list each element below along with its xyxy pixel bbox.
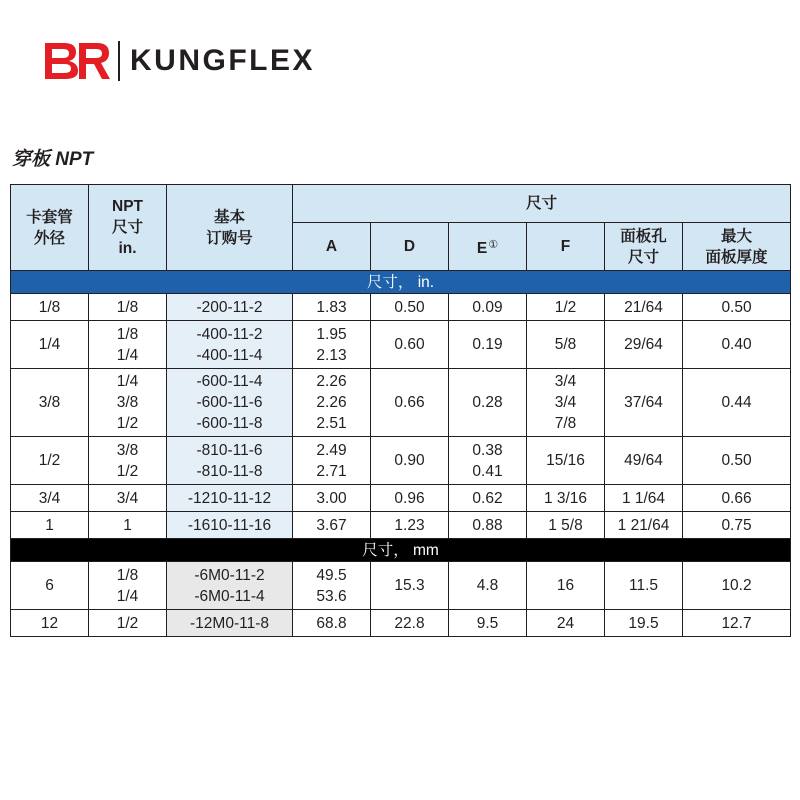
dim-a-cell: 3.00 (293, 485, 371, 512)
dim-a-cell: 2.49 2.71 (293, 437, 371, 485)
dim-f-cell: 3/4 3/4 7/8 (527, 369, 605, 437)
dim-d-cell: 0.96 (371, 485, 449, 512)
part-number-cell: -12M0-11-8 (167, 610, 293, 637)
tube-od-cell: 6 (11, 562, 89, 610)
tube-od-cell: 1 (11, 512, 89, 539)
dim-e-cell: 0.28 (449, 369, 527, 437)
table-row (11, 610, 791, 637)
header-a: A (293, 223, 371, 271)
dim-f-cell: 24 (527, 610, 605, 637)
max-panel-cell: 0.66 (683, 485, 791, 512)
panel-hole-cell: 49/64 (605, 437, 683, 485)
brand-logo (42, 40, 315, 82)
dim-d-cell: 22.8 (371, 610, 449, 637)
part-number-cell: -1210-11-12 (167, 485, 293, 512)
npt-size-cell: 1/8 (89, 294, 167, 321)
dim-f-cell: 16 (527, 562, 605, 610)
table-row (11, 512, 791, 539)
header-d: D (371, 223, 449, 271)
panel-hole-cell: 19.5 (605, 610, 683, 637)
header-e-label: E (476, 239, 488, 257)
tube-od-cell: 1/4 (11, 321, 89, 369)
header-panel-hole: 面板孔 尺寸 (605, 223, 683, 271)
tube-od-cell: 12 (11, 610, 89, 637)
dim-d-cell: 0.60 (371, 321, 449, 369)
dim-e-cell: 0.09 (449, 294, 527, 321)
npt-size-cell: 3/4 (89, 485, 167, 512)
panel-hole-cell: 29/64 (605, 321, 683, 369)
dim-a-cell: 68.8 (293, 610, 371, 637)
part-number-cell: -1610-11-16 (167, 512, 293, 539)
dim-e-cell: 0.62 (449, 485, 527, 512)
panel-hole-cell: 1 21/64 (605, 512, 683, 539)
dim-e-cell: 9.5 (449, 610, 527, 637)
header-part-no: 基本 订购号 (167, 185, 293, 271)
band-inch: 尺寸， in. (11, 271, 791, 294)
part-number-cell: -400-11-2 -400-11-4 (167, 321, 293, 369)
header-dimensions: 尺寸 (293, 185, 791, 223)
dim-d-cell: 0.90 (371, 437, 449, 485)
header-e (449, 223, 527, 271)
dim-f-cell: 15/16 (527, 437, 605, 485)
max-panel-cell: 0.75 (683, 512, 791, 539)
npt-size-cell: 1/4 3/8 1/2 (89, 369, 167, 437)
max-panel-cell: 12.7 (683, 610, 791, 637)
dim-f-cell: 1 3/16 (527, 485, 605, 512)
brand-name: KUNGFLEX (130, 44, 315, 77)
dim-d-cell: 0.50 (371, 294, 449, 321)
table-row (11, 485, 791, 512)
dim-a-cell: 1.95 2.13 (293, 321, 371, 369)
dim-f-cell: 1 5/8 (527, 512, 605, 539)
logo-divider (118, 41, 120, 81)
npt-size-cell: 1/8 1/4 (89, 562, 167, 610)
panel-hole-cell: 37/64 (605, 369, 683, 437)
dim-a-cell: 1.83 (293, 294, 371, 321)
max-panel-cell: 0.50 (683, 294, 791, 321)
spec-table (10, 184, 791, 637)
br-logo-icon (42, 40, 112, 82)
header-f: F (527, 223, 605, 271)
header-npt-size: NPT 尺寸 in. (89, 185, 167, 271)
npt-size-cell: 1/2 (89, 610, 167, 637)
part-number-cell: -810-11-6 -810-11-8 (167, 437, 293, 485)
max-panel-cell: 10.2 (683, 562, 791, 610)
dim-e-cell: 0.19 (449, 321, 527, 369)
dim-d-cell: 15.3 (371, 562, 449, 610)
npt-size-cell: 1/8 1/4 (89, 321, 167, 369)
table-row (11, 562, 791, 610)
tube-od-cell: 1/8 (11, 294, 89, 321)
dim-e-cell: 0.38 0.41 (449, 437, 527, 485)
dim-e-cell: 4.8 (449, 562, 527, 610)
dim-d-cell: 0.66 (371, 369, 449, 437)
npt-size-cell: 1 (89, 512, 167, 539)
table-row (11, 437, 791, 485)
part-number-cell: -6M0-11-2 -6M0-11-4 (167, 562, 293, 610)
dim-d-cell: 1.23 (371, 512, 449, 539)
tube-od-cell: 1/2 (11, 437, 89, 485)
page-title: 穿板 NPT (12, 149, 94, 170)
table-row (11, 321, 791, 369)
dim-f-cell: 5/8 (527, 321, 605, 369)
tube-od-cell: 3/8 (11, 369, 89, 437)
tube-od-cell: 3/4 (11, 485, 89, 512)
panel-hole-cell: 11.5 (605, 562, 683, 610)
dim-a-cell: 49.5 53.6 (293, 562, 371, 610)
npt-size-cell: 3/8 1/2 (89, 437, 167, 485)
table-row (11, 294, 791, 321)
panel-hole-cell: 1 1/64 (605, 485, 683, 512)
header-e-note: ① (488, 238, 499, 251)
panel-hole-cell: 21/64 (605, 294, 683, 321)
max-panel-cell: 0.50 (683, 437, 791, 485)
part-number-cell: -200-11-2 (167, 294, 293, 321)
dim-a-cell: 3.67 (293, 512, 371, 539)
table-row (11, 369, 791, 437)
max-panel-cell: 0.44 (683, 369, 791, 437)
band-mm: 尺寸， mm (11, 539, 791, 562)
dim-f-cell: 1/2 (527, 294, 605, 321)
max-panel-cell: 0.40 (683, 321, 791, 369)
dim-e-cell: 0.88 (449, 512, 527, 539)
dim-a-cell: 2.26 2.26 2.51 (293, 369, 371, 437)
header-max-panel: 最大 面板厚度 (683, 223, 791, 271)
header-tube-od: 卡套管 外径 (11, 185, 89, 271)
part-number-cell: -600-11-4 -600-11-6 -600-11-8 (167, 369, 293, 437)
